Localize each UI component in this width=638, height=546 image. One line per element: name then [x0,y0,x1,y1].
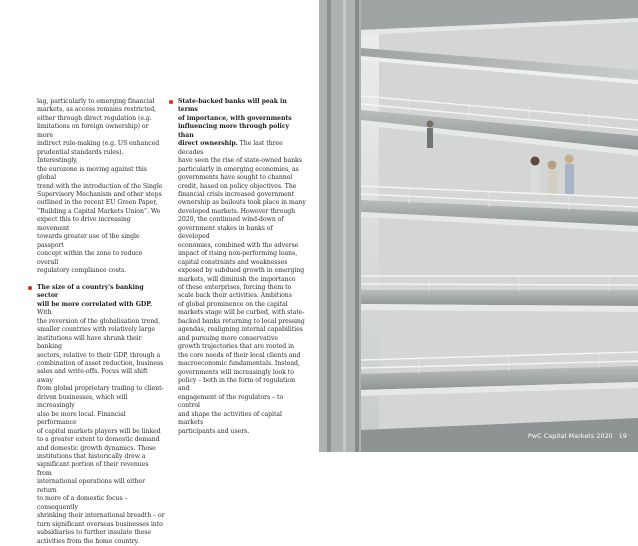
text-line: government stakes in banks of developed [178,224,273,241]
text-line: indirect rule-making (e.g. US enhanced [37,140,160,148]
text-line: growth trajectories that are rooted in [178,343,294,351]
text-line: impact of rising non-performing loans, [178,250,298,258]
text-line: significant portion of their revenues from [37,461,149,477]
atrium-photo [319,0,638,452]
bullet-body [178,157,306,436]
text-line: of importance, with governments [178,114,292,122]
bullet-lead-text: direct ownership. [178,140,238,148]
text-line: Supervisory Mechanism and other steps [37,190,162,198]
page-footer [528,433,627,440]
text-line: developed markets. However through [178,207,296,215]
text-line: expect this to drive increasing movement [37,216,131,232]
text-line: 2020, the continued wind-down of [178,216,284,224]
text-line: driven businesses, which will increasingly [37,393,128,410]
text-line: turn significant overseas businesses into [37,520,163,528]
text-line: markets, will diminish the importance [178,275,296,283]
text-line: scale back their activities. Ambitions [178,292,292,300]
atrium-photo-illustration [319,0,638,452]
text-line: of capital markets players will be linked [37,427,161,435]
text-line: combination of asset reduction, business [37,360,164,368]
text-line: the eurozone is moving against this global [37,165,147,182]
text-line: ownership as bailouts took place in many [178,199,306,207]
text-line: regulatory compliance costs. [37,267,127,275]
bullet-body [37,318,165,546]
text-line: the core needs of their local clients and [178,351,301,359]
bullet-item-state-backed-banks [168,98,306,436]
text-line: policy – both in the form of regulation and [178,376,296,393]
text-line: outlined in the recent EU Green Paper, [37,199,158,207]
text-line: governments will increasingly look to [178,368,294,376]
text-line: sectors, relative to their GDP, through a [37,351,161,359]
text-line: “Building a Capital Markets Union”. We [37,207,161,215]
bullet-item-banking-sector-size [27,284,165,546]
text-line: influencing more through policy than [178,123,290,139]
text-line: towards greater use of the single passport [37,233,140,249]
text-line: activities from the home country. [37,537,140,545]
text-line: credit, based on policy objectives. The [178,182,297,190]
text-line [37,301,165,318]
text-line: prudential standards rules). Interestingly, [37,148,124,165]
text-line: sales and write-offs. Focus will shift away [37,368,148,384]
text-column-right [168,98,306,436]
bullet-lead-text: will be more correlated with GDP. [37,300,152,308]
text-line: limitations on foreign ownership) or more [37,123,149,139]
bullet-body-text: The last three decades [178,140,283,156]
continued-paragraph [27,98,165,276]
text-line: institutions will have shrunk their banking [37,334,142,351]
page-number: 19 [618,433,627,440]
text-line: macroeconomic fundamentals. Instead, [178,360,300,368]
text-line: smaller countries with relatively large [37,326,156,334]
text-line: to a greater extent to domestic demand [37,436,160,444]
text-line: State-backed banks will peak in terms [178,98,287,114]
text-line: subsidiaries to further insulate these [37,529,152,537]
text-line: international operations will either return [37,478,145,494]
text-line: from global proprietary trading to client- [37,385,164,393]
text-line: institutions that historically drew a [37,453,146,461]
text-line: to more of a domestic focus – consequently [37,495,128,511]
text-line: and shape the activities of capital markets [178,410,282,427]
text-line: have seen the rise of state-owned banks [178,157,302,165]
text-line: agendas, realigning internal capabilities [178,326,303,334]
text-line: shrinking their international breadth – or [37,512,165,520]
text-line: backed banks returning to local pressing [178,317,305,325]
text-line: of these enterprises, forcing them to [178,283,292,291]
bullet-lead [178,98,306,157]
text-line: markets, as access remains restricted, [37,106,157,114]
text-line: concept within the zone to reduce overall [37,250,143,266]
text-line: exposed by subdued growth in emerging [178,267,305,275]
text-line: the reversion of the globalisation trend, [37,317,160,325]
text-line: trend with the introduction of the Single [37,182,163,190]
bullet-lead [37,284,165,318]
text-line: and pursuing more conservative [178,334,279,342]
bullet-body-text: With [37,309,52,317]
text-line: of global prominence on the capital [178,300,288,308]
text-line: also be more local. Financial performance [37,410,126,427]
text-line [178,140,306,157]
text-line: participants and users. [178,427,250,435]
publication-title: PwC Capital Markets 2020 [528,433,613,440]
text-line: engagement of the regulators – to control [178,393,284,410]
text-line: and domestic growth dynamics. Those [37,444,156,452]
text-column-left [27,98,165,546]
text-line: The size of a country's banking sector [37,283,144,300]
text-line: financial crisis increased government [178,190,295,198]
text-line: governments have sought to channel [178,174,293,182]
text-line: capital constraints and weaknesses [178,258,288,266]
text-line: lag, particularly to emerging financial [37,98,155,105]
text-line: either through direct regulation (e.g. [37,114,152,122]
text-line: economies, combined with the adverse [178,241,299,249]
text-line: particularly in emerging economies, as [178,165,299,173]
text-line: markets stage will be curbed, with state- [178,309,305,317]
bullet-icon [28,286,32,290]
bullet-icon [169,100,173,104]
